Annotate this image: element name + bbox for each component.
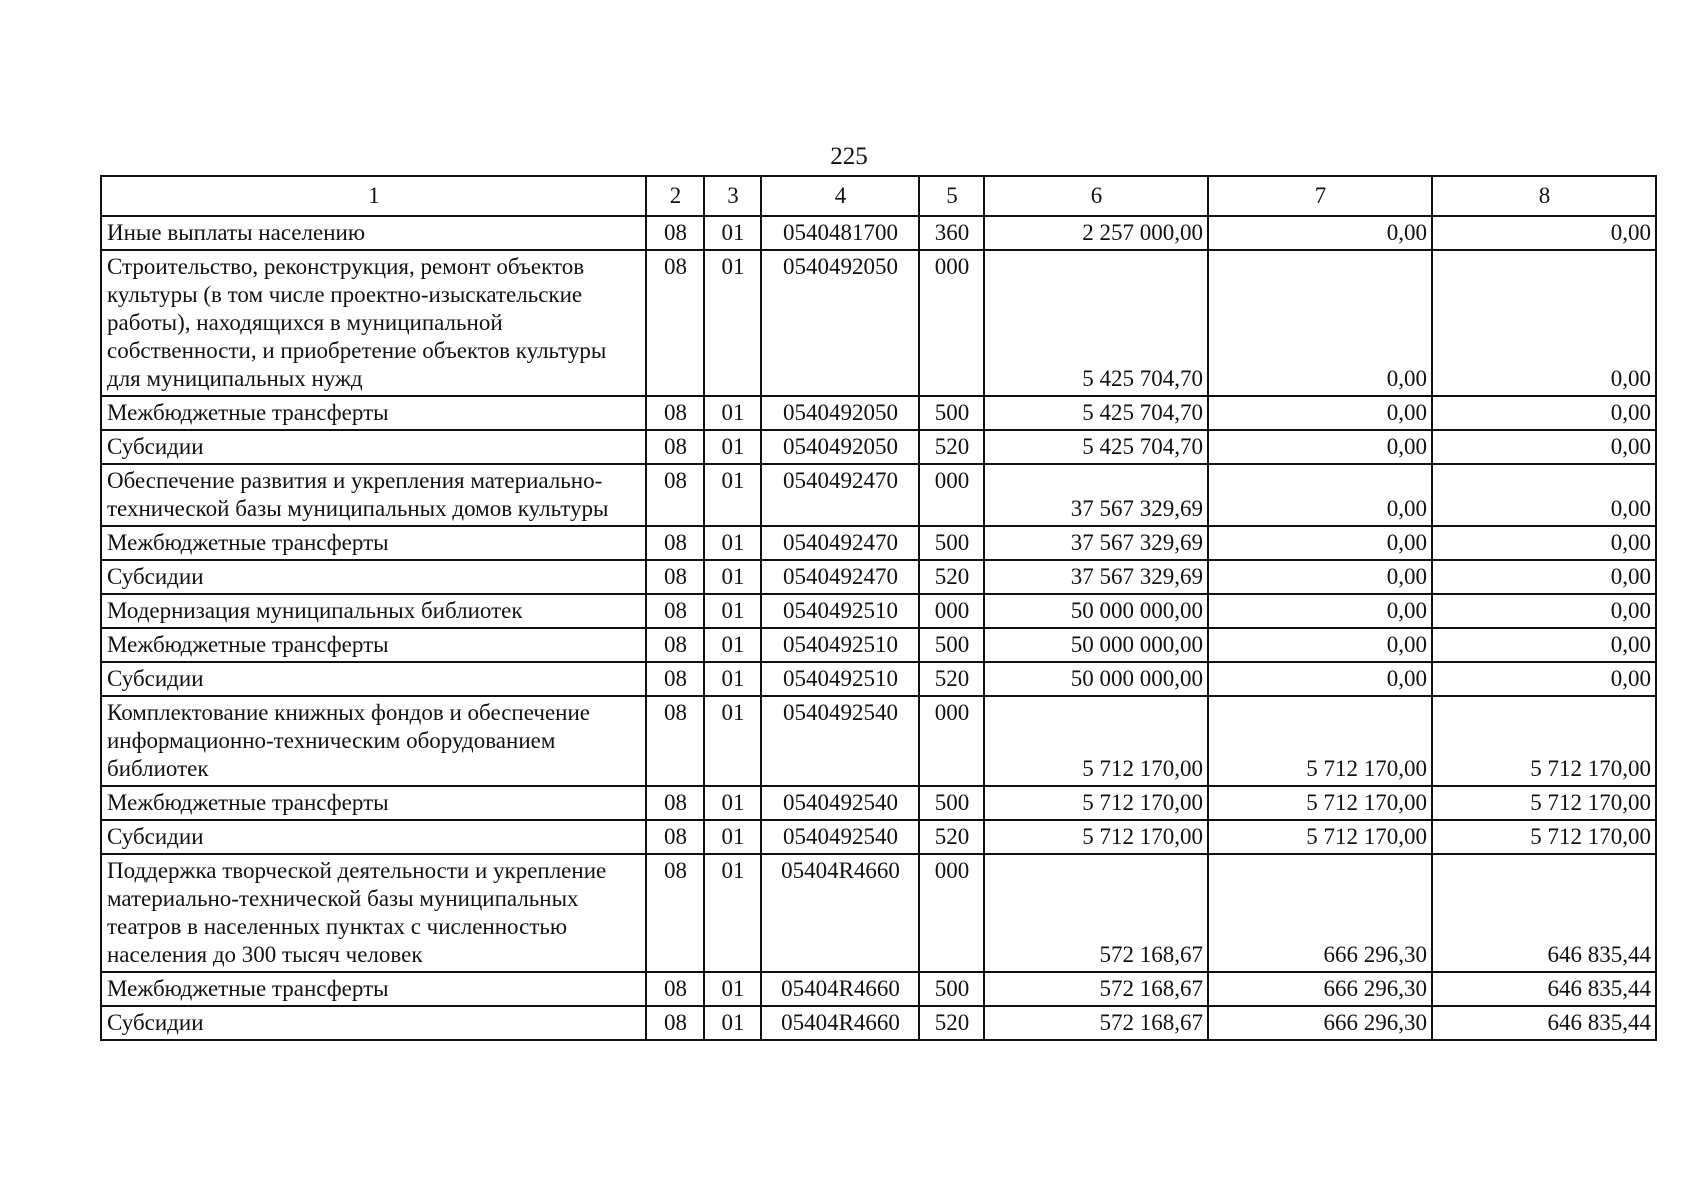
row-target-code: 0540492540 — [761, 820, 919, 854]
row-name: Субсидии — [101, 662, 646, 696]
row-section: 08 — [646, 854, 704, 972]
table-row — [101, 430, 1656, 464]
row-expense-type: 000 — [919, 854, 984, 972]
row-name: Поддержка творческой деятельности и укрепление материально-технической базы муниципальных театров в населенных пунктах с численностью населения до 300 тысяч человек — [101, 854, 646, 972]
row-amount-col7: 5 712 170,00 — [1208, 786, 1432, 820]
row-section: 08 — [646, 560, 704, 594]
row-amount-col8: 646 835,44 — [1432, 972, 1656, 1006]
row-subsection: 01 — [704, 1006, 761, 1040]
header-row — [101, 176, 1656, 216]
row-expense-type: 520 — [919, 820, 984, 854]
row-amount-col6: 5 425 704,70 — [984, 250, 1208, 396]
row-amount-col6: 5 712 170,00 — [984, 820, 1208, 854]
row-amount-col7: 0,00 — [1208, 628, 1432, 662]
row-target-code: 0540492470 — [761, 560, 919, 594]
header-col-2: 2 — [646, 176, 704, 216]
row-expense-type: 520 — [919, 430, 984, 464]
page-number: 225 — [830, 143, 868, 170]
row-subsection: 01 — [704, 696, 761, 786]
row-amount-col7: 0,00 — [1208, 250, 1432, 396]
row-amount-col7: 0,00 — [1208, 216, 1432, 250]
row-section: 08 — [646, 430, 704, 464]
table-row — [101, 396, 1656, 430]
row-name: Межбюджетные трансферты — [101, 628, 646, 662]
row-name: Субсидии — [101, 430, 646, 464]
table-row — [101, 820, 1656, 854]
header-col-8: 8 — [1432, 176, 1656, 216]
row-target-code: 0540481700 — [761, 216, 919, 250]
row-name: Комплектование книжных фондов и обеспечение информационно-техническим оборудованием библиотек — [101, 696, 646, 786]
row-name: Иные выплаты населению — [101, 216, 646, 250]
row-section: 08 — [646, 820, 704, 854]
row-subsection: 01 — [704, 594, 761, 628]
row-target-code: 0540492510 — [761, 628, 919, 662]
row-expense-type: 000 — [919, 696, 984, 786]
row-amount-col8: 0,00 — [1432, 396, 1656, 430]
row-amount-col6: 50 000 000,00 — [984, 662, 1208, 696]
row-expense-type: 500 — [919, 972, 984, 1006]
row-amount-col7: 0,00 — [1208, 560, 1432, 594]
row-subsection: 01 — [704, 820, 761, 854]
row-amount-col6: 5 712 170,00 — [984, 696, 1208, 786]
row-subsection: 01 — [704, 786, 761, 820]
row-section: 08 — [646, 786, 704, 820]
row-expense-type: 000 — [919, 464, 984, 526]
table-row — [101, 972, 1656, 1006]
budget-table — [100, 175, 1657, 1041]
row-amount-col8: 5 712 170,00 — [1432, 696, 1656, 786]
row-name: Обеспечение развития и укрепления материально-технической базы муниципальных домов культуры — [101, 464, 646, 526]
row-amount-col8: 0,00 — [1432, 526, 1656, 560]
row-amount-col8: 0,00 — [1432, 560, 1656, 594]
row-name: Межбюджетные трансферты — [101, 396, 646, 430]
table-row — [101, 526, 1656, 560]
table-row — [101, 786, 1656, 820]
row-subsection: 01 — [704, 216, 761, 250]
row-section: 08 — [646, 464, 704, 526]
row-subsection: 01 — [704, 464, 761, 526]
row-amount-col6: 5 425 704,70 — [984, 430, 1208, 464]
row-section: 08 — [646, 594, 704, 628]
row-name: Субсидии — [101, 1006, 646, 1040]
row-amount-col8: 0,00 — [1432, 628, 1656, 662]
row-expense-type: 000 — [919, 250, 984, 396]
header-col-5: 5 — [919, 176, 984, 216]
row-expense-type: 000 — [919, 594, 984, 628]
row-name: Модернизация муниципальных библиотек — [101, 594, 646, 628]
row-subsection: 01 — [704, 250, 761, 396]
row-amount-col8: 646 835,44 — [1432, 854, 1656, 972]
row-expense-type: 360 — [919, 216, 984, 250]
row-amount-col8: 5 712 170,00 — [1432, 820, 1656, 854]
row-amount-col6: 50 000 000,00 — [984, 628, 1208, 662]
row-expense-type: 500 — [919, 628, 984, 662]
row-subsection: 01 — [704, 430, 761, 464]
row-amount-col6: 5 425 704,70 — [984, 396, 1208, 430]
row-amount-col8: 0,00 — [1432, 662, 1656, 696]
header-col-7: 7 — [1208, 176, 1432, 216]
row-target-code: 0540492470 — [761, 464, 919, 526]
table-row — [101, 662, 1656, 696]
row-name: Межбюджетные трансферты — [101, 526, 646, 560]
row-section: 08 — [646, 396, 704, 430]
row-amount-col7: 5 712 170,00 — [1208, 696, 1432, 786]
row-name: Строительство, реконструкция, ремонт объектов культуры (в том числе проектно-изыскательские работы), находящихся в муниципальной собственности, и приобретение объектов культуры для муниципальных нужд — [101, 250, 646, 396]
row-section: 08 — [646, 1006, 704, 1040]
table-row — [101, 594, 1656, 628]
row-expense-type: 500 — [919, 786, 984, 820]
row-section: 08 — [646, 216, 704, 250]
row-amount-col8: 0,00 — [1432, 464, 1656, 526]
row-target-code: 0540492470 — [761, 526, 919, 560]
row-amount-col6: 5 712 170,00 — [984, 786, 1208, 820]
row-amount-col6: 572 168,67 — [984, 972, 1208, 1006]
row-section: 08 — [646, 662, 704, 696]
row-name: Межбюджетные трансферты — [101, 972, 646, 1006]
row-expense-type: 520 — [919, 662, 984, 696]
row-amount-col7: 0,00 — [1208, 526, 1432, 560]
table-row — [101, 1006, 1656, 1040]
row-subsection: 01 — [704, 560, 761, 594]
row-expense-type: 500 — [919, 526, 984, 560]
table-row — [101, 250, 1656, 396]
row-expense-type: 520 — [919, 1006, 984, 1040]
row-name: Межбюджетные трансферты — [101, 786, 646, 820]
row-subsection: 01 — [704, 526, 761, 560]
row-amount-col8: 646 835,44 — [1432, 1006, 1656, 1040]
row-subsection: 01 — [704, 628, 761, 662]
row-subsection: 01 — [704, 972, 761, 1006]
row-target-code: 0540492540 — [761, 786, 919, 820]
row-amount-col8: 0,00 — [1432, 430, 1656, 464]
row-section: 08 — [646, 696, 704, 786]
row-subsection: 01 — [704, 396, 761, 430]
row-expense-type: 500 — [919, 396, 984, 430]
row-target-code: 05404R4660 — [761, 854, 919, 972]
row-target-code: 0540492050 — [761, 396, 919, 430]
row-amount-col7: 0,00 — [1208, 430, 1432, 464]
row-name: Субсидии — [101, 560, 646, 594]
row-amount-col6: 572 168,67 — [984, 1006, 1208, 1040]
row-expense-type: 520 — [919, 560, 984, 594]
row-subsection: 01 — [704, 854, 761, 972]
table-row — [101, 464, 1656, 526]
table-row — [101, 560, 1656, 594]
header-col-6: 6 — [984, 176, 1208, 216]
header-col-1: 1 — [101, 176, 646, 216]
row-amount-col8: 0,00 — [1432, 216, 1656, 250]
row-amount-col7: 0,00 — [1208, 594, 1432, 628]
row-target-code: 0540492540 — [761, 696, 919, 786]
row-amount-col7: 0,00 — [1208, 396, 1432, 430]
row-amount-col6: 37 567 329,69 — [984, 560, 1208, 594]
table-row — [101, 628, 1656, 662]
row-amount-col6: 37 567 329,69 — [984, 526, 1208, 560]
table-row — [101, 696, 1656, 786]
row-amount-col8: 0,00 — [1432, 250, 1656, 396]
row-name: Субсидии — [101, 820, 646, 854]
row-target-code: 0540492510 — [761, 594, 919, 628]
row-target-code: 05404R4660 — [761, 1006, 919, 1040]
table-row — [101, 216, 1656, 250]
row-target-code: 0540492050 — [761, 250, 919, 396]
row-amount-col6: 37 567 329,69 — [984, 464, 1208, 526]
row-amount-col6: 572 168,67 — [984, 854, 1208, 972]
row-amount-col7: 5 712 170,00 — [1208, 820, 1432, 854]
row-target-code: 05404R4660 — [761, 972, 919, 1006]
row-target-code: 0540492510 — [761, 662, 919, 696]
row-section: 08 — [646, 628, 704, 662]
row-amount-col7: 0,00 — [1208, 464, 1432, 526]
row-target-code: 0540492050 — [761, 430, 919, 464]
header-col-4: 4 — [761, 176, 919, 216]
row-amount-col7: 666 296,30 — [1208, 854, 1432, 972]
row-amount-col7: 0,00 — [1208, 662, 1432, 696]
row-section: 08 — [646, 526, 704, 560]
row-section: 08 — [646, 250, 704, 396]
row-amount-col7: 666 296,30 — [1208, 972, 1432, 1006]
row-subsection: 01 — [704, 662, 761, 696]
header-col-3: 3 — [704, 176, 761, 216]
table-row — [101, 854, 1656, 972]
row-section: 08 — [646, 972, 704, 1006]
row-amount-col6: 2 257 000,00 — [984, 216, 1208, 250]
row-amount-col7: 666 296,30 — [1208, 1006, 1432, 1040]
row-amount-col6: 50 000 000,00 — [984, 594, 1208, 628]
row-amount-col8: 5 712 170,00 — [1432, 786, 1656, 820]
row-amount-col8: 0,00 — [1432, 594, 1656, 628]
